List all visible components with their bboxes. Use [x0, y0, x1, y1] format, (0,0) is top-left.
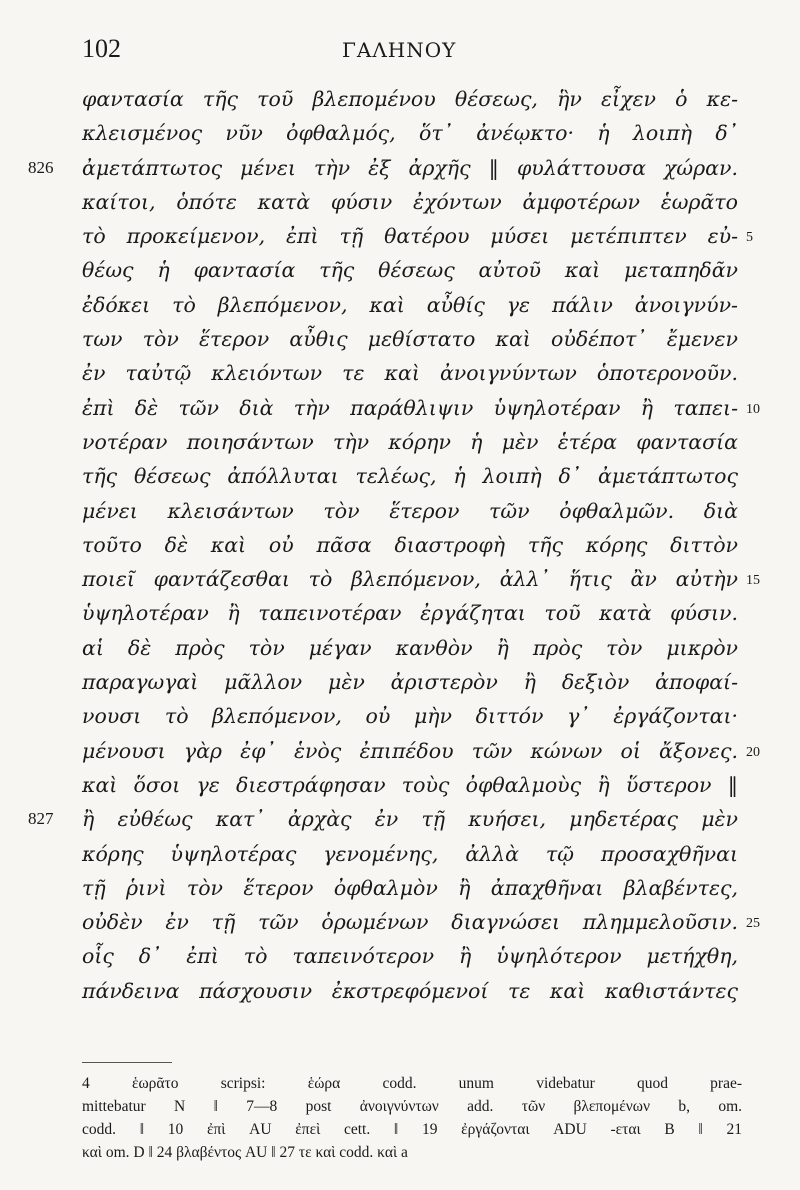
line-number: 20	[746, 744, 760, 760]
line-text: ἐπὶ δὲ τῶν διὰ τὴν παράθλιψιν ὑψηλοτέραν ἢ ταπει-	[82, 395, 738, 420]
text-line	[0, 939, 800, 973]
text-line	[0, 631, 800, 665]
line-text: των τὸν ἕτερον αὖθις μεθίστατο καὶ οὐδέποτ᾽ ἔμενεν	[82, 327, 738, 352]
footnote-line: 4 ἑωρᾶτο scripsi: ἑώρα codd. unum videbatur quod prae-	[82, 1075, 742, 1092]
footnote-line: codd. ‖ 10 ἐπὶ AU ἐπεὶ cett. ‖ 19 ἐργάζονται ADU -εται B ‖ 21	[82, 1121, 742, 1138]
line-number: 10	[746, 401, 760, 417]
line-text: ἢ εὐθέως κατ᾽ ἀρχὰς ἐν τῇ κυήσει, μηδετέρας μὲν	[82, 807, 738, 832]
footnote-line: καὶ om. D ‖ 24 βλαβέντος AU ‖ 27 τε καὶ codd. καὶ a	[82, 1144, 408, 1161]
text-line	[0, 494, 800, 528]
text-line	[0, 425, 800, 459]
page-header	[0, 34, 800, 74]
footnote-line: mittebatur N ‖ 7—8 post ἀνοιγνύντων add. τῶν βλεπομένων b, om.	[82, 1098, 742, 1115]
line-text: τῇ ῥινὶ τὸν ἕτερον ὀφθαλμὸν ἢ ἀπαχθῆναι βλαβέντες,	[82, 875, 738, 900]
text-line	[0, 253, 800, 287]
line-text: νοτέραν ποιησάντων τὴν κόρην ἡ μὲν ἑτέρα φαντασία	[82, 429, 738, 454]
line-text: φαντασία τῆς τοῦ βλεπομένου θέσεως, ἣν εἶχεν ὁ κε-	[82, 87, 738, 111]
line-text: τὸ προκείμενον, ἐπὶ τῇ θατέρου μύσει μετέπιπτεν εὐ-	[82, 224, 738, 249]
text-line	[0, 391, 800, 425]
page-number: 102	[82, 34, 121, 63]
line-text: τοῦτο δὲ καὶ οὐ πᾶσα διαστροφὴ τῆς κόρης διττὸν	[82, 532, 738, 557]
footnote-divider	[82, 1062, 172, 1063]
text-line	[0, 734, 800, 768]
text-line	[0, 322, 800, 356]
text-line	[0, 459, 800, 493]
line-text: οἷς δ᾽ ἐπὶ τὸ ταπεινότερον ἢ ὑψηλότερον μετήχθη,	[82, 944, 738, 969]
line-text: ποιεῖ φαντάζεσθαι τὸ βλεπόμενον, ἀλλ᾽ ἥτις ἂν αὐτὴν	[82, 567, 738, 592]
line-text: οὐδὲν ἐν τῇ τῶν ὁρωμένων διαγνώσει πλημμελοῦσιν.	[82, 910, 738, 935]
line-number: 25	[746, 916, 760, 932]
line-text: ἐν ταὐτῷ κλειόντων τε καὶ ἀνοιγνύντων ὁποτερονοῦν.	[82, 361, 738, 386]
critical-apparatus	[82, 1072, 742, 1164]
text-line	[0, 596, 800, 630]
text-line	[0, 699, 800, 733]
line-text: κόρης ὑψηλοτέρας γενομένης, ἀλλὰ τῷ προσαχθῆναι	[82, 841, 738, 866]
line-text: θέως ἡ φαντασία τῆς θέσεως αὐτοῦ καὶ μεταπηδᾶν	[82, 258, 738, 283]
text-line	[0, 219, 800, 253]
line-text: καὶ ὅσοι γε διεστράφησαν τοὺς ὀφθαλμοὺς ἢ ὕστερον ‖	[82, 772, 738, 797]
main-text	[0, 82, 800, 1008]
line-text: νουσι τὸ βλεπόμενον, οὐ μὴν διττόν γ᾽ ἐργάζονται·	[82, 704, 738, 729]
text-line	[0, 185, 800, 219]
line-text: τῆς θέσεως ἀπόλλυται τελέως, ἡ λοιπὴ δ᾽ ἀμετάπτωτος	[82, 464, 738, 489]
text-line	[0, 871, 800, 905]
text-line	[0, 905, 800, 939]
line-number: 15	[746, 573, 760, 589]
text-line	[0, 356, 800, 390]
running-title: ΓΑΛΗΝΟΥ	[342, 38, 457, 62]
line-text: παραγωγαὶ μᾶλλον μὲν ἀριστερὸν ἢ δεξιὸν ἀποφαί-	[82, 670, 738, 695]
margin-reference: 826	[28, 157, 54, 177]
line-text: μένει κλεισάντων τὸν ἕτερον τῶν ὀφθαλμῶν. διὰ	[82, 498, 738, 523]
line-text: καίτοι, ὁπότε κατὰ φύσιν ἐχόντων ἀμφοτέρων ἑωρᾶτο	[82, 189, 738, 214]
text-line	[0, 802, 800, 836]
text-line	[0, 288, 800, 322]
line-text: κλεισμένος νῦν ὀφθαλμός, ὅτ᾽ ἀνέῳκτο· ἡ λοιπὴ δ᾽	[82, 121, 738, 146]
text-line	[0, 665, 800, 699]
text-line	[0, 116, 800, 150]
line-number: 5	[746, 230, 753, 246]
line-text: μένουσι γὰρ ἐφ᾽ ἑνὸς ἐπιπέδου τῶν κώνων οἱ ἄξονες.	[82, 738, 738, 763]
text-line	[0, 528, 800, 562]
text-line	[0, 151, 800, 185]
line-text: πάνδεινα πάσχουσιν ἐκστρεφόμενοί τε καὶ καθιστάντες	[82, 978, 738, 1003]
text-line	[0, 974, 800, 1008]
line-text: ὑψηλοτέραν ἢ ταπεινοτέραν ἐργάζηται τοῦ κατὰ φύσιν.	[82, 601, 738, 626]
text-line	[0, 837, 800, 871]
line-text: ἐδόκει τὸ βλεπόμενον, καὶ αὖθίς γε πάλιν ἀνοιγνύν-	[82, 292, 738, 317]
text-line	[0, 768, 800, 802]
text-line	[0, 562, 800, 596]
line-text: ἀμετάπτωτος μένει τὴν ἐξ ἀρχῆς ‖ φυλάττουσα χώραν.	[82, 155, 738, 180]
margin-reference: 827	[28, 809, 54, 829]
text-line	[0, 82, 800, 116]
line-text: αἱ δὲ πρὸς τὸν μέγαν κανθὸν ἢ πρὸς τὸν μικρὸν	[82, 635, 738, 660]
